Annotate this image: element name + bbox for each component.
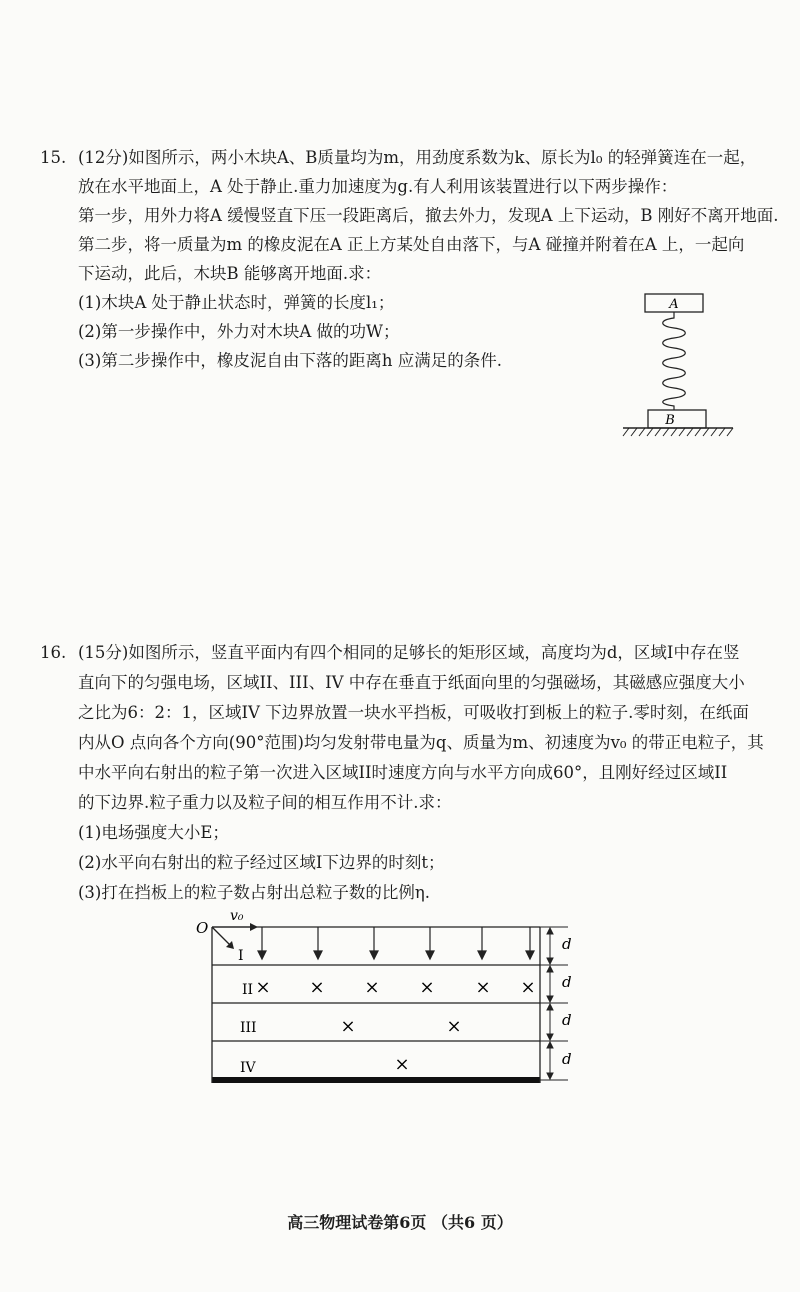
field-mark: × [394,1054,410,1075]
spring-coil [663,312,686,410]
q16-field-figure [190,905,590,1090]
field-mark: × [364,977,380,998]
velocity-label: v₀ [230,908,244,924]
q15-spring-figure [615,288,745,443]
q16-line-2: 直向下的匀强电场，区域II、III、IV 中存在垂直于纸面向里的匀强磁场，其磁感应强度大小 [78,673,745,692]
q16-line-4: 内从O 点向各个方向(90°范围)均匀发射带电量为q、质量为m、初速度为v₀ 的带正电粒子，其 [78,733,764,752]
q16-line-8: (2)水平向右射出的粒子经过区域I下边界的时刻t； [78,853,445,872]
field-mark: × [446,1016,462,1037]
height-label: d [562,973,572,991]
region-label-4: IV [240,1060,256,1076]
electric-field-arrows [258,927,534,959]
q16-line-1: (15分)如图所示，竖直平面内有四个相同的足够长的矩形区域，高度均为d，区域I中存在竖 [78,643,740,662]
block-b [648,410,706,428]
q15-number: 15. [40,148,67,167]
height-label: d [562,1011,572,1029]
q15-line-8: (3)第二步操作中，橡皮泥自由下落的距离h 应满足的条件. [78,351,502,370]
q16-line-3: 之比为6：2：1，区域IV 下边界放置一块水平挡板，可吸收打到板上的粒子.零时刻，在纸面 [78,703,749,722]
absorber-plate [212,1077,540,1083]
page-footer: 高三物理试卷第6页 （共6 页） [287,1213,513,1232]
q15-line-4: 第二步，将一质量为m 的橡皮泥在A 正上方某处自由落下，与A 碰撞并附着在A 上，一起向 [78,235,745,254]
field-mark: × [309,977,325,998]
region-label-1: I [238,948,244,964]
q15-line-1: (12分)如图所示，两小木块A、B质量均为m，用劲度系数为k、原长为l₀ 的轻弹簧连在一起， [78,148,757,167]
field-mark: × [520,977,536,998]
q15-line-2: 放在水平地面上，A 处于静止.重力加速度为g.有人利用该装置进行以下两步操作： [78,177,678,196]
height-label: d [562,1050,572,1068]
q16-line-6: 的下边界.粒子重力以及粒子间的相互作用不计.求： [78,793,452,812]
q16-number: 16. [40,643,67,662]
q16-line-7: (1)电场强度大小E； [78,823,229,842]
region-label-2: II [242,982,254,998]
origin-label: O [196,919,209,937]
field-mark: × [419,977,435,998]
height-label: d [562,935,572,953]
region-label-3: III [240,1020,257,1036]
ground-hatch [623,428,733,436]
block-a-label: A [669,297,679,312]
q15-line-6: (1)木块A 处于静止状态时，弹簧的长度l₁； [78,293,395,312]
field-mark: × [255,977,271,998]
field-mark: × [340,1016,356,1037]
field-mark: × [475,977,491,998]
q15-line-5: 下运动，此后，木块B 能够离开地面.求： [78,264,382,283]
q15-line-3: 第一步，用外力将A 缓慢竖直下压一段距离后，撤去外力，发现A 上下运动，B 刚好不离开地面. [78,206,779,225]
angled-velocity-arrow [212,927,230,945]
block-b-label: B [665,413,675,428]
q16-line-5: 中水平向右射出的粒子第一次进入区域II时速度方向与水平方向成60°，且刚好经过区域II [78,763,728,782]
q15-line-7: (2)第一步操作中，外力对木块A 做的功W； [78,322,400,341]
q16-line-9: (3)打在挡板上的粒子数占射出总粒子数的比例η. [78,883,431,902]
